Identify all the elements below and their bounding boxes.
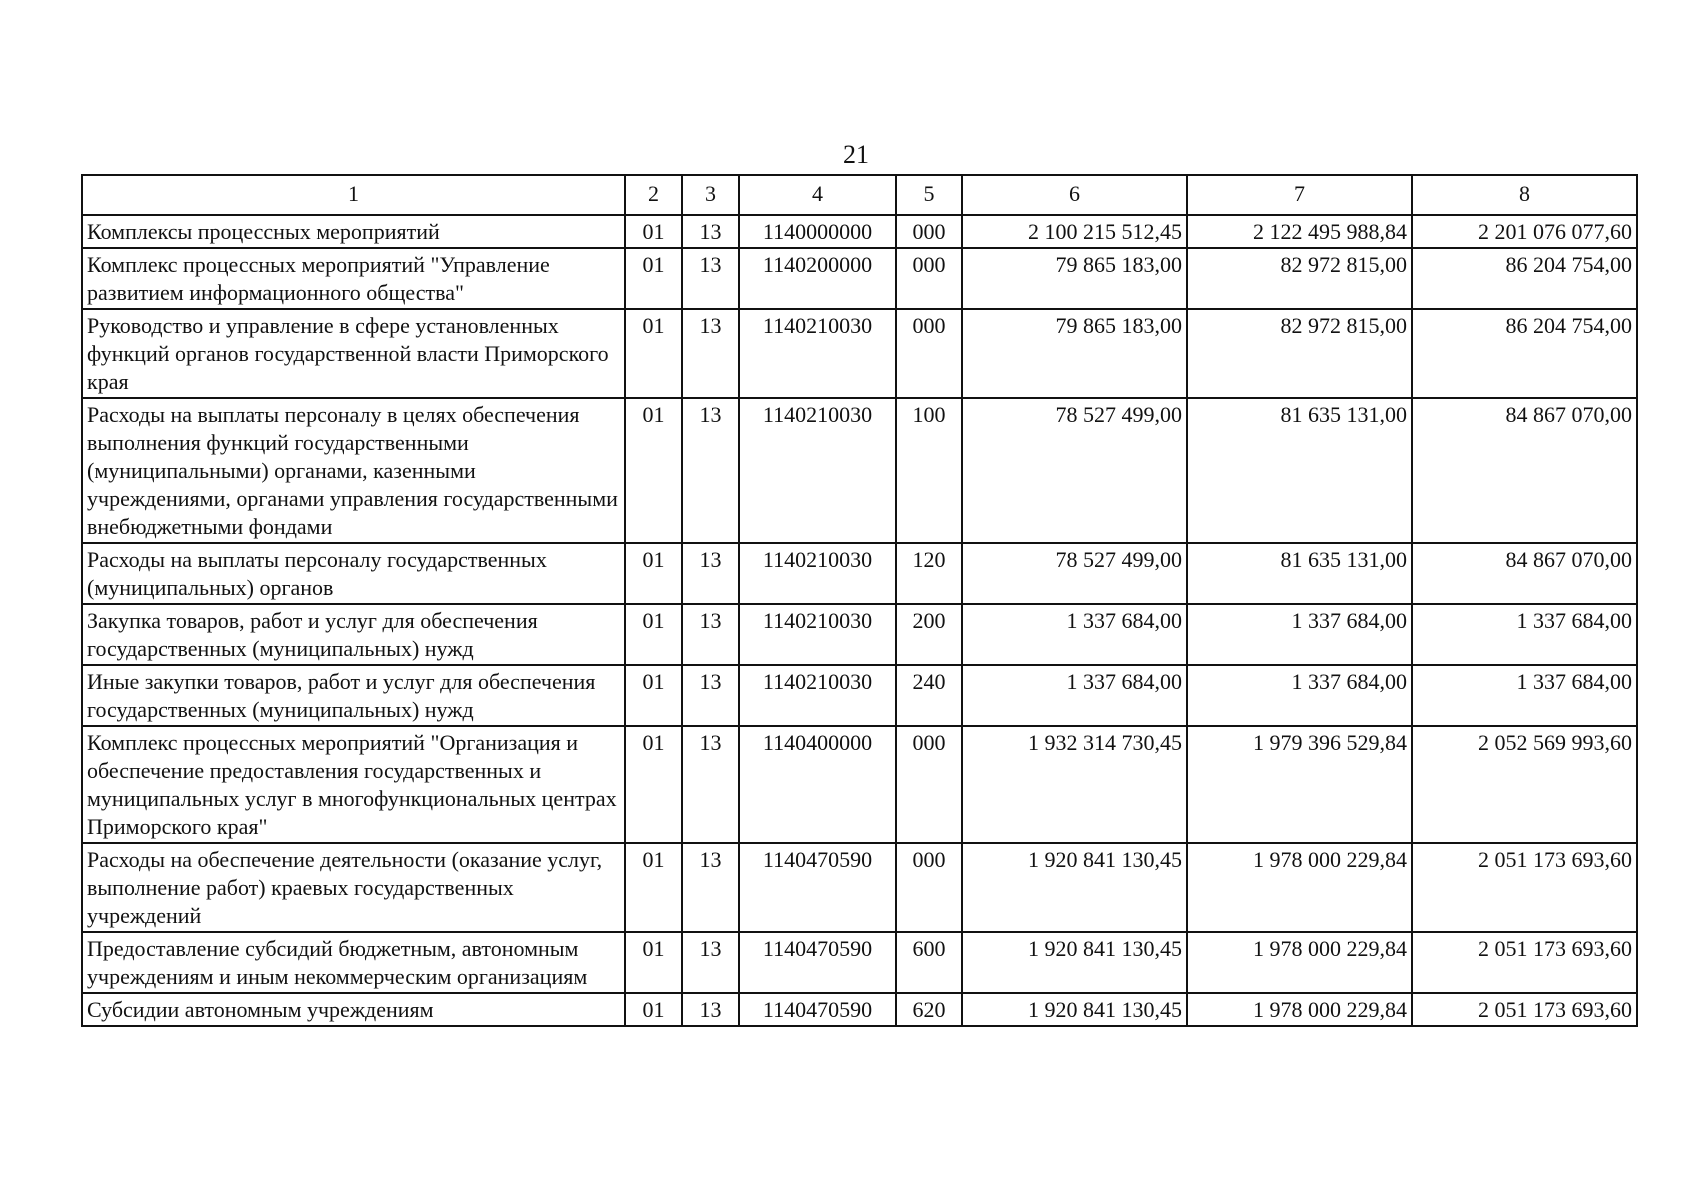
subsection-code: 13 <box>682 248 739 309</box>
target-article-code: 1140470590 <box>739 843 896 932</box>
section-code: 01 <box>625 665 682 726</box>
amount-col-8: 84 867 070,00 <box>1412 543 1637 604</box>
expense-type-code: 200 <box>896 604 962 665</box>
header-cell-1: 1 <box>82 175 625 215</box>
amount-col-8: 2 201 076 077,60 <box>1412 215 1637 248</box>
table-row <box>82 665 1637 726</box>
header-cell-6: 6 <box>962 175 1187 215</box>
amount-col-7: 82 972 815,00 <box>1187 309 1412 398</box>
subsection-code: 13 <box>682 726 739 843</box>
expense-type-code: 000 <box>896 248 962 309</box>
amount-col-8: 84 867 070,00 <box>1412 398 1637 543</box>
amount-col-6: 78 527 499,00 <box>962 543 1187 604</box>
section-code: 01 <box>625 398 682 543</box>
table-row <box>82 309 1637 398</box>
amount-col-7: 81 635 131,00 <box>1187 543 1412 604</box>
expense-type-code: 620 <box>896 993 962 1026</box>
subsection-code: 13 <box>682 843 739 932</box>
expense-name: Предоставление субсидий бюджетным, автономным учреждениям и иным некоммерческим организациям <box>82 932 625 993</box>
amount-col-7: 1 978 000 229,84 <box>1187 932 1412 993</box>
amount-col-7: 1 978 000 229,84 <box>1187 843 1412 932</box>
table-row <box>82 543 1637 604</box>
subsection-code: 13 <box>682 543 739 604</box>
expense-type-code: 100 <box>896 398 962 543</box>
expense-name: Расходы на выплаты персоналу государственных (муниципальных) органов <box>82 543 625 604</box>
expense-name: Закупка товаров, работ и услуг для обеспечения государственных (муниципальных) нужд <box>82 604 625 665</box>
amount-col-7: 1 979 396 529,84 <box>1187 726 1412 843</box>
amount-col-7: 81 635 131,00 <box>1187 398 1412 543</box>
section-code: 01 <box>625 604 682 665</box>
amount-col-8: 2 051 173 693,60 <box>1412 932 1637 993</box>
expense-name: Иные закупки товаров, работ и услуг для обеспечения государственных (муниципальных) нужд <box>82 665 625 726</box>
header-row <box>82 175 1637 215</box>
table-row <box>82 604 1637 665</box>
amount-col-8: 2 052 569 993,60 <box>1412 726 1637 843</box>
expense-type-code: 000 <box>896 309 962 398</box>
expense-type-code: 120 <box>896 543 962 604</box>
expense-type-code: 240 <box>896 665 962 726</box>
amount-col-8: 86 204 754,00 <box>1412 248 1637 309</box>
amount-col-7: 1 337 684,00 <box>1187 604 1412 665</box>
table-row <box>82 932 1637 993</box>
subsection-code: 13 <box>682 993 739 1026</box>
header-cell-2: 2 <box>625 175 682 215</box>
subsection-code: 13 <box>682 309 739 398</box>
table-row <box>82 993 1637 1026</box>
section-code: 01 <box>625 993 682 1026</box>
target-article-code: 1140200000 <box>739 248 896 309</box>
expense-type-code: 000 <box>896 843 962 932</box>
amount-col-6: 2 100 215 512,45 <box>962 215 1187 248</box>
target-article-code: 1140470590 <box>739 932 896 993</box>
section-code: 01 <box>625 215 682 248</box>
expense-name: Расходы на выплаты персоналу в целях обеспечения выполнения функций государственными (муниципальными) органами, казенными учреждениями, органами управления государственными внебюджетными фондами <box>82 398 625 543</box>
header-cell-5: 5 <box>896 175 962 215</box>
expense-type-code: 000 <box>896 726 962 843</box>
target-article-code: 1140210030 <box>739 604 896 665</box>
target-article-code: 1140210030 <box>739 398 896 543</box>
amount-col-7: 2 122 495 988,84 <box>1187 215 1412 248</box>
amount-col-7: 1 337 684,00 <box>1187 665 1412 726</box>
amount-col-8: 86 204 754,00 <box>1412 309 1637 398</box>
amount-col-6: 79 865 183,00 <box>962 248 1187 309</box>
table-row <box>82 398 1637 543</box>
expense-name: Руководство и управление в сфере установленных функций органов государственной власти Приморского края <box>82 309 625 398</box>
amount-col-6: 1 337 684,00 <box>962 665 1187 726</box>
amount-col-6: 1 337 684,00 <box>962 604 1187 665</box>
section-code: 01 <box>625 843 682 932</box>
page-number: 21 <box>843 140 869 169</box>
table-row <box>82 843 1637 932</box>
amount-col-6: 78 527 499,00 <box>962 398 1187 543</box>
expense-name: Субсидии автономным учреждениям <box>82 993 625 1026</box>
header-cell-7: 7 <box>1187 175 1412 215</box>
section-code: 01 <box>625 932 682 993</box>
subsection-code: 13 <box>682 604 739 665</box>
amount-col-6: 1 920 841 130,45 <box>962 993 1187 1026</box>
amount-col-6: 1 920 841 130,45 <box>962 932 1187 993</box>
section-code: 01 <box>625 248 682 309</box>
target-article-code: 1140210030 <box>739 543 896 604</box>
table-row <box>82 215 1637 248</box>
target-article-code: 1140470590 <box>739 993 896 1026</box>
subsection-code: 13 <box>682 398 739 543</box>
target-article-code: 1140000000 <box>739 215 896 248</box>
amount-col-8: 2 051 173 693,60 <box>1412 843 1637 932</box>
expense-name: Комплексы процессных мероприятий <box>82 215 625 248</box>
subsection-code: 13 <box>682 932 739 993</box>
header-cell-4: 4 <box>739 175 896 215</box>
table-row <box>82 726 1637 843</box>
target-article-code: 1140210030 <box>739 309 896 398</box>
amount-col-7: 1 978 000 229,84 <box>1187 993 1412 1026</box>
amount-col-8: 1 337 684,00 <box>1412 604 1637 665</box>
subsection-code: 13 <box>682 665 739 726</box>
budget-table <box>81 174 1638 1027</box>
expense-name: Комплекс процессных мероприятий "Организация и обеспечение предоставления государственных и муниципальных услуг в многофункциональных центрах Приморского края" <box>82 726 625 843</box>
subsection-code: 13 <box>682 215 739 248</box>
target-article-code: 1140210030 <box>739 665 896 726</box>
header-cell-8: 8 <box>1412 175 1637 215</box>
expense-type-code: 600 <box>896 932 962 993</box>
expense-type-code: 000 <box>896 215 962 248</box>
target-article-code: 1140400000 <box>739 726 896 843</box>
section-code: 01 <box>625 726 682 843</box>
section-code: 01 <box>625 543 682 604</box>
amount-col-8: 1 337 684,00 <box>1412 665 1637 726</box>
amount-col-6: 1 920 841 130,45 <box>962 843 1187 932</box>
amount-col-8: 2 051 173 693,60 <box>1412 993 1637 1026</box>
section-code: 01 <box>625 309 682 398</box>
expense-name: Комплекс процессных мероприятий "Управление развитием информационного общества" <box>82 248 625 309</box>
amount-col-7: 82 972 815,00 <box>1187 248 1412 309</box>
expense-name: Расходы на обеспечение деятельности (оказание услуг, выполнение работ) краевых государственных учреждений <box>82 843 625 932</box>
amount-col-6: 1 932 314 730,45 <box>962 726 1187 843</box>
header-cell-3: 3 <box>682 175 739 215</box>
table-row <box>82 248 1637 309</box>
amount-col-6: 79 865 183,00 <box>962 309 1187 398</box>
